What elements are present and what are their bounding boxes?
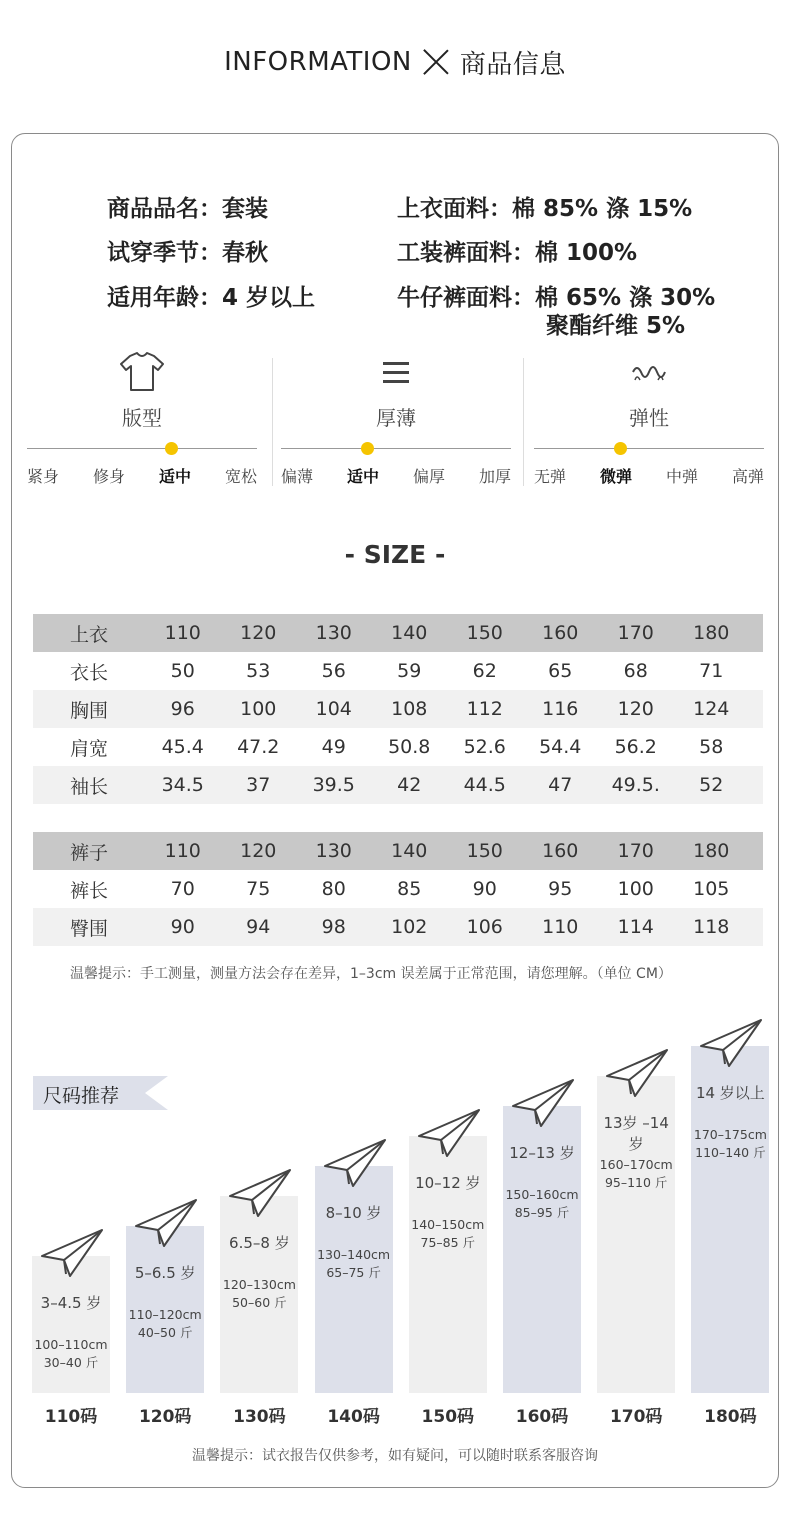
table-cell: 56	[321, 660, 346, 682]
table-cell: 42	[397, 774, 422, 796]
bar-age: 8–10 岁	[325, 1204, 382, 1222]
table-cell: 160	[542, 840, 579, 862]
bar-size-label: 150码	[421, 1407, 475, 1427]
bar-height: 170–175cm	[693, 1127, 767, 1142]
table-cell: 160	[542, 622, 579, 644]
table-cell: 37	[246, 774, 271, 796]
feature-fit	[27, 350, 257, 490]
feature-title: 弹性	[629, 406, 669, 430]
size-bar	[220, 1196, 298, 1393]
row-label: 臀围	[69, 917, 108, 940]
bar-size-label: 120码	[138, 1407, 192, 1427]
table-cell: 49	[321, 736, 346, 758]
table-cell: 110	[164, 840, 201, 862]
feature-option: 适中	[346, 467, 379, 486]
feature-dot	[165, 442, 178, 455]
bar-size-label: 130码	[233, 1407, 286, 1427]
table-cell: 130	[315, 622, 352, 644]
table-cell: 102	[391, 916, 428, 938]
table-cell: 112	[466, 698, 503, 720]
table-cell: 62	[472, 660, 497, 682]
table-cell: 52	[699, 774, 724, 796]
bar-age: 3–4.5 岁	[40, 1294, 102, 1312]
info-work-pants-fabric: 工装裤面料：棉 100%	[397, 240, 638, 266]
size-bar	[503, 1106, 581, 1393]
table-row	[33, 690, 763, 728]
table-cell: 116	[542, 698, 579, 720]
feature-option: 微弹	[599, 467, 632, 486]
info-top-fabric: 上衣面料：棉 85% 涤 15%	[397, 196, 693, 222]
row-label: 上衣	[69, 623, 108, 646]
paper-plane-icon	[605, 1048, 669, 1098]
row-label: 裤子	[69, 841, 108, 864]
table-cell: 100	[240, 698, 277, 720]
table-cell: 180	[693, 622, 730, 644]
table-cell: 52.6	[463, 736, 506, 758]
bar-weight: 75–85 斤	[420, 1235, 476, 1250]
feature-option: 偏薄	[281, 467, 314, 486]
feature-option: 高弹	[731, 467, 764, 486]
table-row	[33, 728, 763, 766]
size-section-title: - SIZE -	[344, 540, 446, 569]
table-cell: 45.4	[161, 736, 204, 758]
paper-plane-icon	[699, 1018, 763, 1068]
table-cell: 110	[164, 622, 201, 644]
bar-weight: 40–50 斤	[137, 1325, 193, 1340]
feature-dot	[614, 442, 627, 455]
size-bar	[126, 1226, 204, 1393]
feature-title: 厚薄	[376, 406, 416, 430]
table-cell: 140	[391, 622, 428, 644]
measure-note: 温馨提示：手工测量，测量方法会存在差异，1–3cm 误差属于正常范围，请您理解。（单位 CM）	[70, 966, 672, 982]
table-cell: 39.5	[312, 774, 355, 796]
info-jeans-fabric: 牛仔裤面料：棉 65% 涤 30%	[397, 285, 716, 311]
table-cell: 90	[472, 878, 497, 900]
table-cell: 53	[246, 660, 271, 682]
table-cell: 118	[693, 916, 730, 938]
paper-plane-icon	[323, 1138, 387, 1188]
table-row	[33, 908, 763, 946]
row-label: 衣长	[69, 661, 108, 684]
feature-option: 偏厚	[412, 467, 445, 486]
table-cell: 85	[397, 878, 422, 900]
bar-size-label: 140码	[327, 1407, 380, 1427]
bar-age: 13岁 –14 岁	[603, 1114, 669, 1153]
table-cell: 108	[391, 698, 428, 720]
table-cell: 96	[170, 698, 195, 720]
bar-height: 150–160cm	[505, 1187, 579, 1202]
table-cell: 130	[315, 840, 352, 862]
table-cell: 150	[466, 622, 503, 644]
row-label: 胸围	[69, 699, 108, 722]
recommend-tag	[33, 1076, 168, 1110]
table-cell: 94	[246, 916, 271, 938]
feature-scale-line	[27, 448, 257, 449]
table-cell: 100	[617, 878, 654, 900]
header-title-en: INFORMATION	[224, 47, 412, 77]
bar-age: 12–13 岁	[509, 1144, 575, 1162]
table-cell: 65	[548, 660, 573, 682]
table-cell: 114	[617, 916, 654, 938]
table-cell: 120	[617, 698, 654, 720]
table-cell: 50	[170, 660, 195, 682]
table-cell: 49.5.	[611, 774, 660, 796]
table-header-row	[33, 832, 763, 870]
feature-options	[27, 464, 257, 487]
table-cell: 90	[170, 916, 195, 938]
table-cell: 180	[693, 840, 730, 862]
table-cell: 47	[548, 774, 573, 796]
size-bar	[32, 1256, 110, 1393]
page-header	[0, 44, 790, 80]
bar-weight: 30–40 斤	[43, 1355, 99, 1370]
thickness-icon	[281, 350, 511, 394]
feature-scale-line	[281, 448, 511, 449]
feature-options	[534, 464, 764, 487]
feature-option: 修身	[92, 467, 125, 486]
table-row	[33, 766, 763, 804]
paper-plane-icon	[417, 1108, 481, 1158]
feature-option: 适中	[158, 467, 191, 486]
row-label: 裤长	[69, 879, 108, 902]
table-cell: 106	[466, 916, 503, 938]
table-cell: 80	[321, 878, 346, 900]
pants-size-table	[33, 832, 763, 946]
row-label: 肩宽	[69, 737, 108, 760]
table-cell: 124	[693, 698, 730, 720]
feature-option: 中弹	[665, 467, 698, 486]
bar-size-label: 170码	[609, 1407, 663, 1427]
bar-age: 5–6.5 岁	[134, 1264, 196, 1282]
table-cell: 50.8	[388, 736, 431, 758]
top-size-table	[33, 614, 763, 804]
table-cell: 47.2	[237, 736, 280, 758]
bar-age: 10–12 岁	[415, 1174, 481, 1192]
bar-weight: 85–95 斤	[514, 1205, 570, 1220]
table-cell: 170	[617, 840, 654, 862]
bar-weight: 50–60 斤	[232, 1295, 287, 1310]
bar-age: 6.5–8 岁	[229, 1234, 290, 1252]
feature-elasticity	[534, 350, 764, 490]
table-cell: 70	[170, 878, 195, 900]
size-bar	[597, 1076, 675, 1393]
bar-size-label: 110码	[44, 1407, 98, 1427]
table-cell: 105	[693, 878, 730, 900]
table-cell: 56.2	[614, 736, 657, 758]
recommend-title: 尺码推荐	[43, 1085, 120, 1107]
table-cell: 98	[321, 916, 346, 938]
table-cell: 150	[466, 840, 503, 862]
bottom-note: 温馨提示：试衣报告仅供参考，如有疑问，可以随时联系客服咨询	[192, 1448, 598, 1464]
table-cell: 140	[391, 840, 428, 862]
elastic-icon	[534, 350, 764, 394]
feature-scale-line	[534, 448, 764, 449]
size-bar	[691, 1046, 769, 1393]
feature-options	[281, 464, 511, 487]
table-cell: 75	[246, 878, 271, 900]
table-cell: 44.5	[463, 774, 506, 796]
feature-option: 紧身	[27, 467, 60, 486]
table-cell: 120	[240, 622, 277, 644]
table-cell: 170	[617, 622, 654, 644]
header-title-cn: 商品信息	[459, 49, 566, 80]
bar-height: 160–170cm	[599, 1157, 673, 1172]
paper-plane-icon	[228, 1168, 292, 1218]
table-cell: 68	[623, 660, 648, 682]
table-cell: 59	[397, 660, 422, 682]
table-cell: 110	[542, 916, 579, 938]
table-cell: 95	[548, 878, 573, 900]
table-cell: 120	[240, 840, 277, 862]
table-cell: 104	[315, 698, 352, 720]
table-cell: 58	[699, 736, 724, 758]
tshirt-icon	[27, 350, 257, 394]
info-season: 试穿季节：春秋	[107, 240, 268, 266]
paper-plane-icon	[134, 1198, 198, 1248]
feature-dot	[361, 442, 374, 455]
table-cell: 71	[699, 660, 724, 682]
cross-icon	[422, 48, 450, 76]
feature-thickness	[281, 350, 511, 490]
feature-option: 无弹	[534, 467, 567, 486]
bar-size-label: 160码	[515, 1407, 569, 1427]
table-cell: 34.5	[161, 774, 204, 796]
divider	[272, 358, 273, 486]
bar-height: 140–150cm	[411, 1217, 485, 1232]
bar-weight: 95–110 斤	[604, 1175, 668, 1190]
size-bar	[315, 1166, 393, 1393]
bar-height: 110–120cm	[128, 1307, 202, 1322]
paper-plane-icon	[40, 1228, 104, 1278]
table-row	[33, 652, 763, 690]
bar-height: 120–130cm	[222, 1277, 296, 1292]
bar-height: 100–110cm	[34, 1337, 108, 1352]
paper-plane-icon	[511, 1078, 575, 1128]
feature-title: 版型	[122, 406, 162, 430]
bar-height: 130–140cm	[317, 1247, 391, 1262]
bar-weight: 65–75 斤	[326, 1265, 381, 1280]
bar-age: 14 岁以上	[695, 1084, 765, 1102]
bar-weight: 110–140 斤	[695, 1145, 766, 1160]
row-label: 袖长	[69, 775, 108, 798]
table-header-row	[33, 614, 763, 652]
table-cell: 54.4	[539, 736, 582, 758]
bar-size-label: 180码	[704, 1407, 757, 1427]
table-row	[33, 870, 763, 908]
info-age: 适用年龄：4 岁以上	[107, 285, 316, 311]
info-product-name: 商品品名：套装	[107, 196, 268, 222]
feature-option: 加厚	[478, 467, 511, 486]
size-bar	[409, 1136, 487, 1393]
info-jeans-fabric-2: 聚酯纤维 5%	[546, 313, 686, 339]
feature-option: 宽松	[224, 467, 257, 486]
divider	[523, 358, 524, 486]
